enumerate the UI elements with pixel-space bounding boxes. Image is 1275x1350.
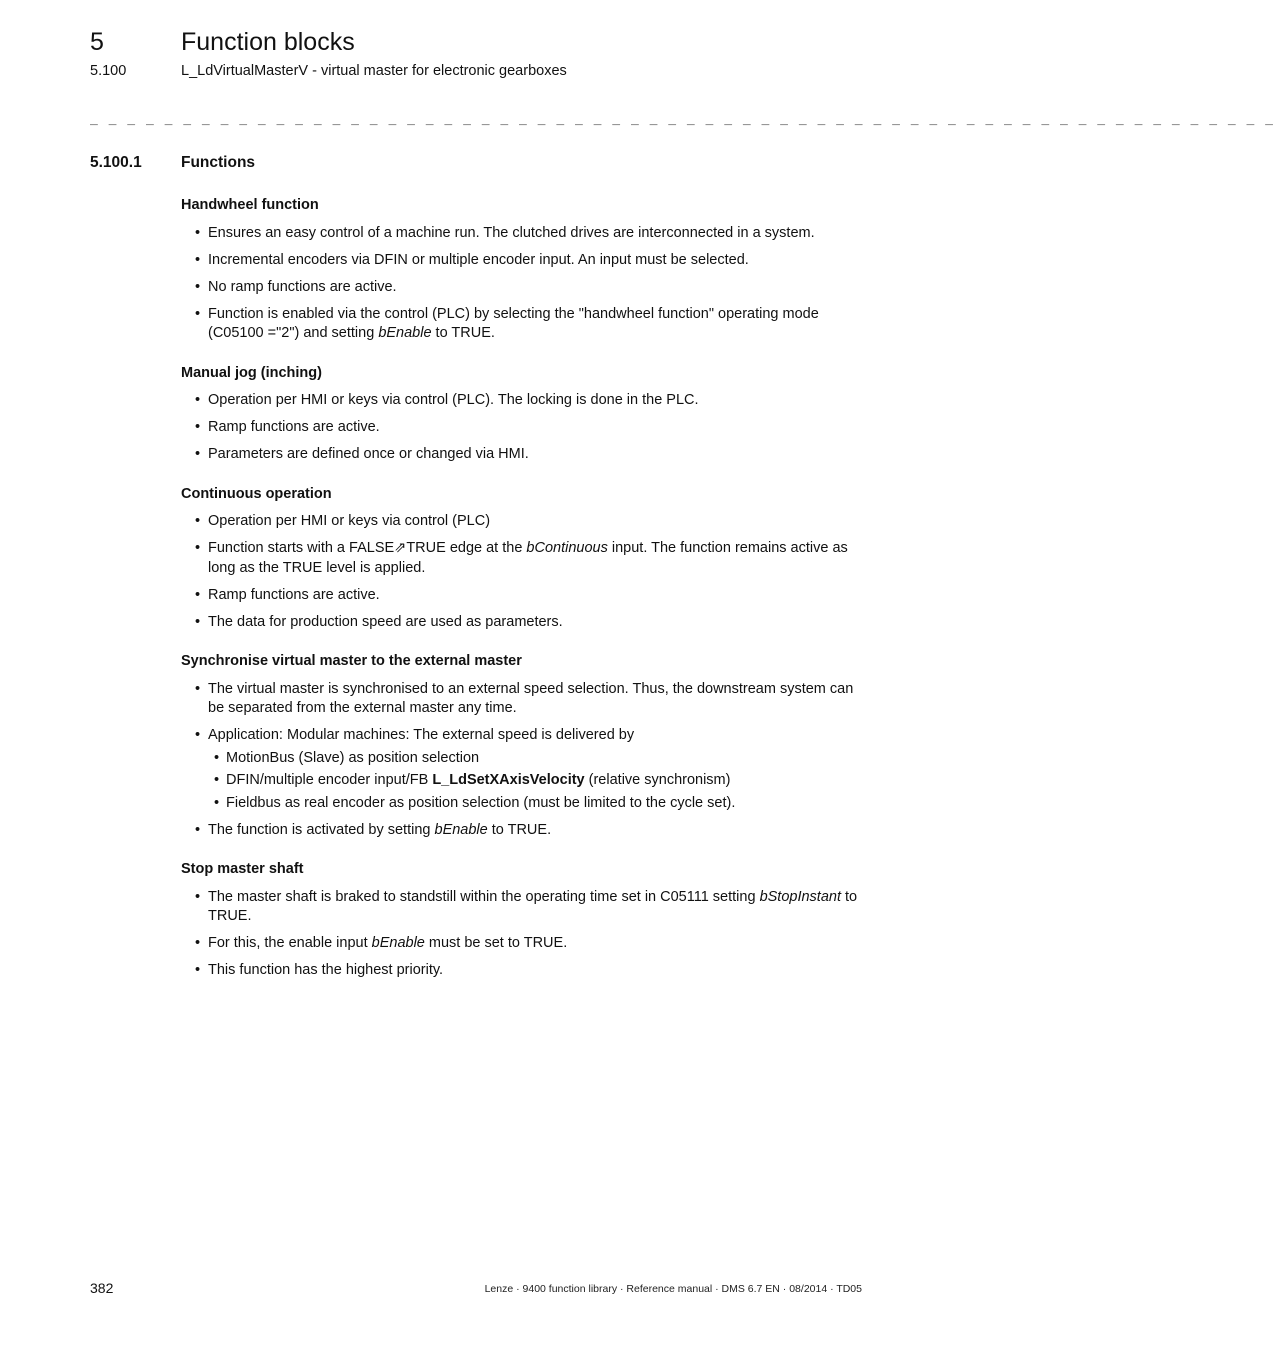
list-item [181,934,871,954]
bullet-icon: • [195,305,201,322]
list-item [181,961,871,981]
footer-reference: Lenze · 9400 function library · Reference manual · DMS 6.7 EN · 08/2014 · TD05 [484,1283,862,1295]
signal-name: bStopInstant [759,888,841,905]
list-item-text: TRUE edge at the [406,540,527,556]
bullet-icon: • [195,935,201,951]
handwheel-block [181,196,871,344]
list-item [181,539,871,578]
bullet-icon: • [195,513,201,529]
list-item-text: (relative synchronism) [584,772,731,788]
bullet-icon: • [195,278,201,295]
manual-jog-list [181,391,871,465]
list-item-text: Application: Modular machines: The external speed is delivered by [208,727,635,743]
list-item-text: DFIN/multiple encoder input/FB [226,772,433,788]
list-item-text: must be set to TRUE. [424,935,568,951]
bullet-icon: • [195,540,201,556]
list-item-text: input. The function remains active as long as the TRUE level is applied. [208,540,848,576]
sync-sublist [208,749,871,814]
list-item-text: to TRUE. [431,325,495,341]
section-title: Functions [181,154,256,171]
list-item-text: to TRUE. [208,888,858,924]
continuous-block [181,485,871,633]
list-item-text: No ramp functions are active. [208,278,397,295]
sub-list-item [208,749,871,769]
list-item-text: Ramp functions are active. [208,419,380,435]
list-item [181,680,871,719]
list-item-text: Ramp functions are active. [208,586,380,603]
dashed-divider: _ _ _ _ _ _ _ _ _ _ _ _ _ _ _ _ _ _ _ _ _ _ _ _ _ _ _ _ _ _ _ _ _ _ _ _ _ _ _ _ _ _ _ _ _ _ _ _ _ _ _ _ _ _ _ _ _ _ _ _ _ _ _ _ [90,111,1275,126]
stop-list [181,888,871,981]
list-item-text: The master shaft is braked to standstill within the operating time set in C05111 setting [208,888,760,905]
sub-list-item [208,771,871,791]
sync-block [181,652,871,840]
bullet-icon: • [195,680,201,697]
subsection-number: 5.100 [90,63,127,79]
signal-name: bEnable [434,821,488,838]
bullet-icon: • [195,251,201,268]
bullet-icon: • [214,794,220,811]
subsection-title: L_LdVirtualMasterV - virtual master for electronic gearboxes [181,63,567,79]
list-item [181,418,871,438]
sub-list-item [208,794,871,814]
bullet-icon: • [195,727,201,743]
rising-edge-arrow-icon: ⇗ [394,540,407,556]
list-item [181,821,871,841]
list-item-text: The virtual master is synchronised to an external speed selection. Thus, the downstream system can be separated from the external master any time. [208,680,854,716]
list-item [181,726,871,813]
function-block-link[interactable]: L_LdSetXAxisVelocity [432,772,585,788]
chapter-title: Function blocks [181,28,355,56]
manual-jog-block [181,364,871,465]
handwheel-list [181,224,871,344]
list-item [181,888,871,927]
bullet-icon: • [195,419,201,435]
bullet-icon: • [195,446,201,462]
list-item-text: to TRUE. [487,821,552,838]
bullet-icon: • [195,586,201,603]
list-item-text: The data for production speed are used as parameters. [208,613,563,630]
list-item [181,305,871,344]
list-item-text: This function has the highest priority. [208,962,444,978]
signal-name: bEnable [378,325,432,341]
list-item-text: Function is enabled via the control (PLC) by selecting the "handwheel function" operating mode (C05100 ="2") and setting [208,305,819,341]
list-item [181,251,871,271]
bullet-icon: • [195,888,201,905]
list-item [181,391,871,411]
bullet-icon: • [195,821,201,838]
list-item [181,512,871,532]
list-item [181,445,871,465]
sync-list [181,680,871,841]
signal-name: bEnable [371,935,425,951]
signal-name: bContinuous [526,540,608,556]
stop-block [181,860,871,981]
list-item [181,278,871,298]
continuous-heading: Continuous operation [181,485,332,502]
list-item-text: The function is activated by setting [208,821,435,838]
sync-heading: Synchronise virtual master to the external master [181,653,522,669]
bullet-icon: • [214,772,220,788]
section-number: 5.100.1 [90,154,142,171]
list-item-text: Ensures an easy control of a machine run. The clutched drives are interconnected in a system. [208,224,815,241]
list-item-text: Function starts with a FALSE [208,540,395,556]
list-item-text: For this, the enable input [208,935,372,951]
list-item-text: Operation per HMI or keys via control (PLC) [208,513,491,529]
list-item-text: Fieldbus as real encoder as position selection (must be limited to the cycle set). [226,794,736,811]
continuous-list [181,512,871,632]
bullet-icon: • [214,749,220,766]
list-item [181,613,871,633]
bullet-icon: • [195,962,201,978]
bullet-icon: • [195,613,201,630]
bullet-icon: • [195,224,201,241]
page-number: 382 [90,1280,114,1296]
list-item [181,586,871,606]
chapter-number: 5 [90,28,104,56]
list-item-text: Parameters are defined once or changed via HMI. [208,446,529,462]
stop-heading: Stop master shaft [181,861,304,877]
list-item-text: MotionBus (Slave) as position selection [226,749,480,766]
list-item-text: Incremental encoders via DFIN or multiple encoder input. An input must be selected. [208,251,749,268]
section-content [181,196,871,1001]
manual-jog-heading: Manual jog (inching) [181,364,322,381]
handwheel-heading: Handwheel function [181,197,319,213]
list-item-text: Operation per HMI or keys via control (PLC). The locking is done in the PLC. [208,392,699,408]
list-item [181,224,871,244]
bullet-icon: • [195,392,201,408]
